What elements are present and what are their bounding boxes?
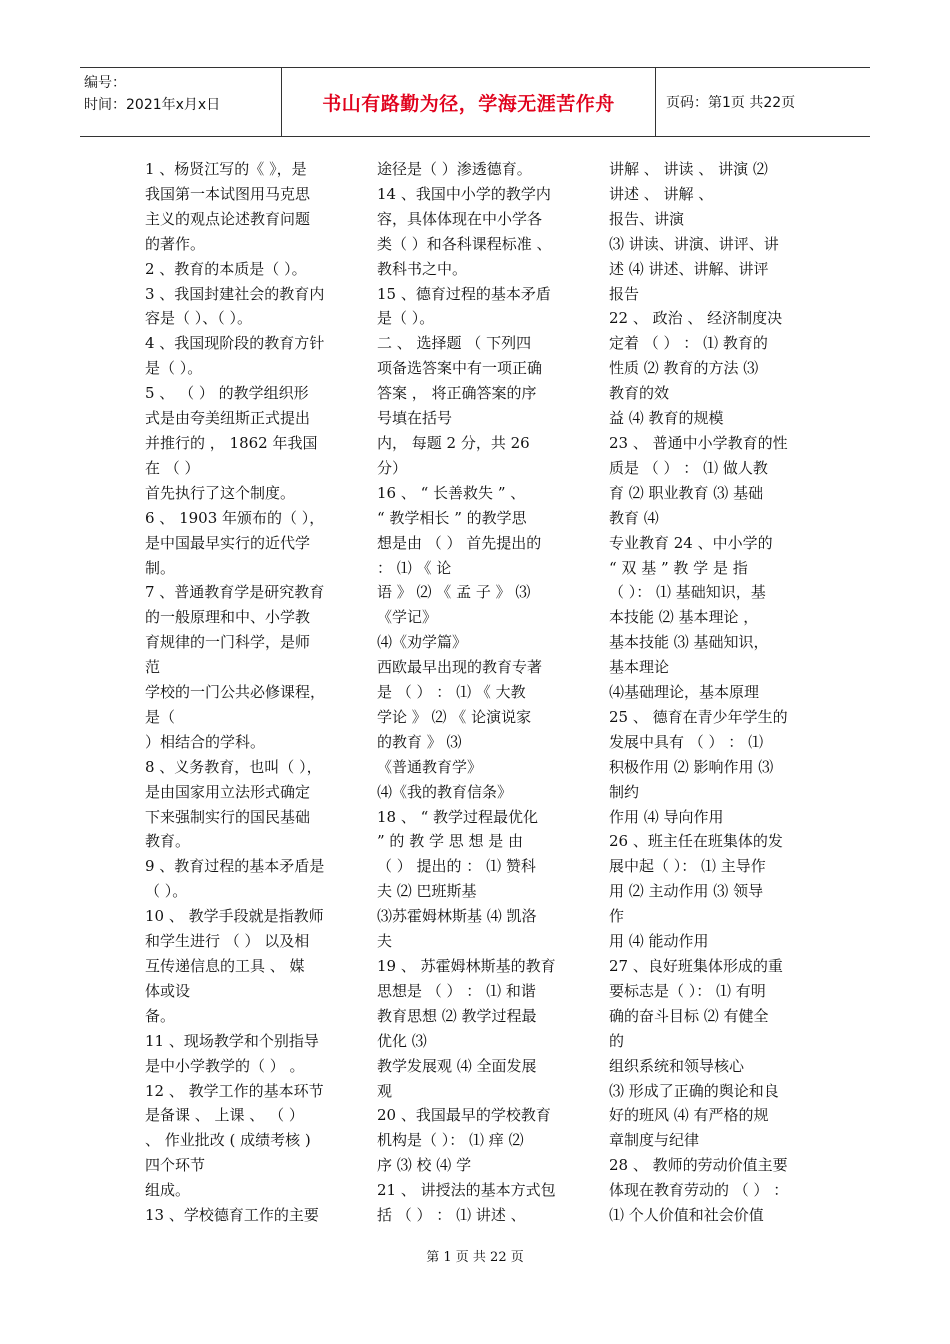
text-line: 四个环节 xyxy=(145,1156,206,1175)
text-line: 是（ xyxy=(145,707,176,726)
text-line: 西欧最早出现的教育专著 xyxy=(377,658,543,677)
text-line: ⑷《我的教育信条》 xyxy=(377,782,513,801)
text-column-3 xyxy=(609,157,808,1228)
text-line: ” 的 教 学 思 想 是 由 xyxy=(377,832,524,851)
text-line: ⑶ 讲读、讲演、讲评、讲 xyxy=(609,234,779,253)
text-line: 互传递信息的工具 、 媒 xyxy=(145,957,305,975)
text-line: 是中小学教学的（ ） 。 xyxy=(145,1056,305,1075)
text-line: 的 xyxy=(609,1031,625,1050)
text-line: 16 、 “ 长善救失 ” 、 xyxy=(377,483,526,502)
text-line: 用 ⑷ 能动作用 xyxy=(609,932,709,951)
text-line: 主义的观点论述教育问题 xyxy=(145,209,311,228)
text-line: 是中国最早实行的近代学 xyxy=(145,533,311,552)
text-line: 质是 （ ） ： ⑴ 做人教 xyxy=(609,458,768,477)
text-line: 组织系统和领导核心 xyxy=(609,1056,745,1075)
text-line: 范 xyxy=(145,658,161,677)
text-line: 容，具体体现在中小学各 xyxy=(377,209,543,228)
text-line: ⑴ 个人价值和社会价值 xyxy=(609,1206,764,1225)
text-line: 发展中具有 （ ） ： ⑴ xyxy=(609,732,764,751)
text-line: 并推行的 ， 1862 年我国 xyxy=(145,433,318,452)
text-line: 3 、我国封建社会的教育内 xyxy=(145,284,325,303)
text-line: 25 、 德育在青少年学生的 xyxy=(609,707,788,726)
text-line: 是（ ）。 xyxy=(377,309,435,328)
text-line: 10 、 教学手段就是指教师 xyxy=(145,907,324,926)
text-line: 5 、 （ ） 的教学组织形 xyxy=(145,384,309,403)
text-line: 机构是（ ）： ⑴ 痒 ⑵ xyxy=(377,1131,524,1150)
text-line: 项备选答案中有一项正确 xyxy=(377,359,543,378)
text-line: 作用 ⑷ 导向作用 xyxy=(609,807,724,826)
text-line: 报告、讲演 xyxy=(609,209,685,228)
text-line: 体或设 xyxy=(145,981,191,1000)
text-line: “ 教学相长 ” 的教学思 xyxy=(377,508,527,527)
text-line: 是（ ）。 xyxy=(145,359,203,378)
text-line: 9 、教育过程的基本矛盾是 xyxy=(145,857,325,876)
text-line: 教育思想 ⑵ 教学过程最 xyxy=(377,1006,537,1025)
text-line: 13 、学校德育工作的主要 xyxy=(145,1206,319,1225)
text-column-2 xyxy=(377,157,576,1228)
text-line: 学校的一门公共必修课程， xyxy=(145,683,326,702)
text-line: 是 （ ） ： ⑴ 《 大教 xyxy=(377,683,526,702)
text-line: 4 、我国现阶段的教育方针 xyxy=(145,334,325,353)
text-line: 的著作。 xyxy=(145,234,206,253)
text-line: 19 、 苏霍姆林斯基的教育 xyxy=(377,957,556,975)
text-line: ⑶苏霍姆林斯基 ⑷ 凯洛 xyxy=(377,907,537,926)
text-line: 15 、德育过程的基本矛盾 xyxy=(377,284,551,303)
text-line: 备。 xyxy=(145,1006,176,1025)
text-line: 答案 ， 将正确答案的序 xyxy=(377,384,537,403)
text-line: 学论 》 ⑵ 《 论演说家 xyxy=(377,707,532,726)
text-line: 述 ⑷ 讲述、讲解、讲评 xyxy=(609,259,769,278)
footer-page-number: 第 1 页 共 22 页 xyxy=(426,1250,524,1265)
header-page-cell xyxy=(656,68,870,136)
text-line: 讲述 、 讲解 、 xyxy=(609,184,714,203)
text-line: 教育。 xyxy=(145,832,191,851)
text-line: 二 、 选择题 （ 下列四 xyxy=(377,334,532,353)
text-line: 章制度与纪律 xyxy=(609,1131,700,1150)
text-line: （ ） 提出的 ： ⑴ 赞科 xyxy=(377,857,536,876)
text-line: 在 （ ） xyxy=(145,458,200,477)
text-column-1 xyxy=(145,157,345,1228)
text-line: 用 ⑵ 主动作用 ⑶ 领导 xyxy=(609,882,764,901)
text-line: 作 xyxy=(609,907,625,926)
text-line: 定着 （ ） ： ⑴ 教育的 xyxy=(609,334,768,353)
text-line: 夫 ⑵ 巴班斯基 xyxy=(377,882,477,901)
text-line: 教育 ⑷ xyxy=(609,508,659,527)
text-line: 我国第一本试图用马克思 xyxy=(145,184,311,203)
text-line: （ ）： ⑴ 基础知识，基 xyxy=(609,583,766,602)
text-line: 7 、普通教育学是研究教育 xyxy=(145,583,325,602)
header-meta xyxy=(80,68,282,136)
text-line: 教学发展观 ⑷ 全面发展 xyxy=(377,1056,537,1075)
document-number-label: 编号： xyxy=(84,75,126,91)
text-line: 性质 ⑵ 教育的方法 ⑶ xyxy=(609,359,759,378)
text-line: 26 、班主任在班集体的发 xyxy=(609,832,783,851)
text-line: 内， 每题 2 分，共 26 xyxy=(377,433,530,452)
text-line: 想是由 （ ） 首先提出的 xyxy=(377,533,542,552)
text-line: 组成。 xyxy=(145,1181,191,1200)
header-motto-cell xyxy=(282,68,656,136)
text-line: 教育的效 xyxy=(609,384,670,403)
text-line: 首先执行了这个制度。 xyxy=(145,483,296,502)
text-line: 括 （ ） ： ⑴ 讲述 、 xyxy=(377,1206,526,1225)
text-line: 育 ⑵ 职业教育 ⑶ 基础 xyxy=(609,483,764,502)
text-line: 和学生进行 （ ） 以及相 xyxy=(145,932,310,951)
text-line: 是备课 、 上课 、 （ ） xyxy=(145,1106,304,1125)
text-line: 报告 xyxy=(609,284,640,303)
page-header xyxy=(80,67,870,137)
text-line: 语 》 ⑵ 《 孟 子 》 ⑶ xyxy=(377,583,531,602)
text-line: ⑷《劝学篇》 xyxy=(377,633,468,652)
text-line: 式是由夸美纽斯正式提出 xyxy=(145,409,311,428)
text-line: 21 、 讲授法的基本方式包 xyxy=(377,1181,556,1200)
text-line: 讲解 、 讲读 、 讲演 ⑵ xyxy=(609,160,768,178)
text-line: 途径是（ ）渗透德育。 xyxy=(377,160,532,178)
text-line: 18 、 “ 教学过程最优化 xyxy=(377,807,539,826)
text-line: 容是（ ）、（ ）。 xyxy=(145,309,253,328)
header-page-label: 页码：第1页 共22页 xyxy=(666,95,796,111)
text-line: 确的奋斗目标 ⑵ 有健全 xyxy=(609,1006,769,1025)
text-line: 的一般原理和中、小学教 xyxy=(145,608,311,627)
text-line: 分） xyxy=(377,458,408,477)
text-line: 序 ⑶ 校 ⑷ 学 xyxy=(377,1156,472,1175)
text-line: 、 作业批改 ( 成绩考核 ) xyxy=(145,1131,311,1150)
text-line: 《学记》 xyxy=(377,608,438,627)
text-line: ⑶ 形成了正确的舆论和良 xyxy=(609,1081,779,1100)
text-line: （ ）。 xyxy=(145,882,188,901)
text-line: 22 、 政治 、 经济制度决 xyxy=(609,309,783,328)
text-line: 号填在括号 xyxy=(377,409,453,428)
text-line: 《普通教育学》 xyxy=(377,757,483,776)
text-line: 6 、 1903 年颁布的（ ）， xyxy=(145,508,325,527)
text-line: 好的班风 ⑷ 有严格的规 xyxy=(609,1106,769,1125)
document-date-label: 时间：2021年x月x日 xyxy=(84,97,221,113)
text-line: 展中起（ ）： ⑴ 主导作 xyxy=(609,857,766,876)
text-line: “ 双 基 ” 教 学 是 指 xyxy=(609,558,748,577)
text-line: 教科书之中。 xyxy=(377,259,468,278)
text-line: 11 、现场教学和个别指导 xyxy=(145,1031,319,1050)
text-line: ）相结合的学科。 xyxy=(145,732,266,751)
text-line: 要标志是（ ）： ⑴ 有明 xyxy=(609,981,766,1000)
text-line: 观 xyxy=(377,1081,393,1100)
text-line: 2 、教育的本质是（ ）。 xyxy=(145,259,307,278)
text-line: 制约 xyxy=(609,782,640,801)
text-line: 14 、我国中小学的教学内 xyxy=(377,184,551,203)
text-line: 的教育 》 ⑶ xyxy=(377,732,462,751)
text-line: 下来强制实行的国民基础 xyxy=(145,807,311,826)
text-line: 是由国家用立法形式确定 xyxy=(145,782,311,801)
text-line: 体现在教育劳动的 （ ） ： xyxy=(609,1181,789,1200)
page-footer xyxy=(0,1246,950,1265)
text-line: ： ⑴ 《 论 xyxy=(377,558,452,577)
text-line: 本技能 ⑵ 基本理论 ， xyxy=(609,608,759,627)
text-line: 思想是 （ ） ： ⑴ 和谐 xyxy=(377,981,536,1000)
text-line: 制。 xyxy=(145,558,176,577)
text-line: 类（ ）和各科课程标准 、 xyxy=(377,234,552,253)
text-line: 20 、我国最早的学校教育 xyxy=(377,1106,551,1125)
text-line: 12 、 教学工作的基本环节 xyxy=(145,1081,324,1100)
text-line: ⑷基础理论，基本原理 xyxy=(609,683,760,702)
text-line: 27 、良好班集体形成的重 xyxy=(609,957,783,975)
text-line: 益 ⑷ 教育的规模 xyxy=(609,409,724,428)
text-line: 优化 ⑶ xyxy=(377,1031,427,1050)
text-line: 专业教育 24 、中小学的 xyxy=(609,533,773,552)
text-line: 基本技能 ⑶ 基础知识， xyxy=(609,633,769,652)
text-line: 夫 xyxy=(377,932,393,951)
text-line: 育规律的一门科学，是师 xyxy=(145,633,311,652)
text-line: 23 、 普通中小学教育的性 xyxy=(609,433,788,452)
header-motto: 书山有路勤为径，学海无涯苦作舟 xyxy=(322,92,615,115)
text-line: 28 、 教师的劳动价值主要 xyxy=(609,1156,788,1175)
text-line: 积极作用 ⑵ 影响作用 ⑶ xyxy=(609,757,774,776)
text-line: 8 、义务教育，也叫（ ）， xyxy=(145,757,322,776)
text-line: 1 、杨贤江写的《 》，是 xyxy=(145,160,307,178)
text-line: 基本理论 xyxy=(609,658,670,677)
